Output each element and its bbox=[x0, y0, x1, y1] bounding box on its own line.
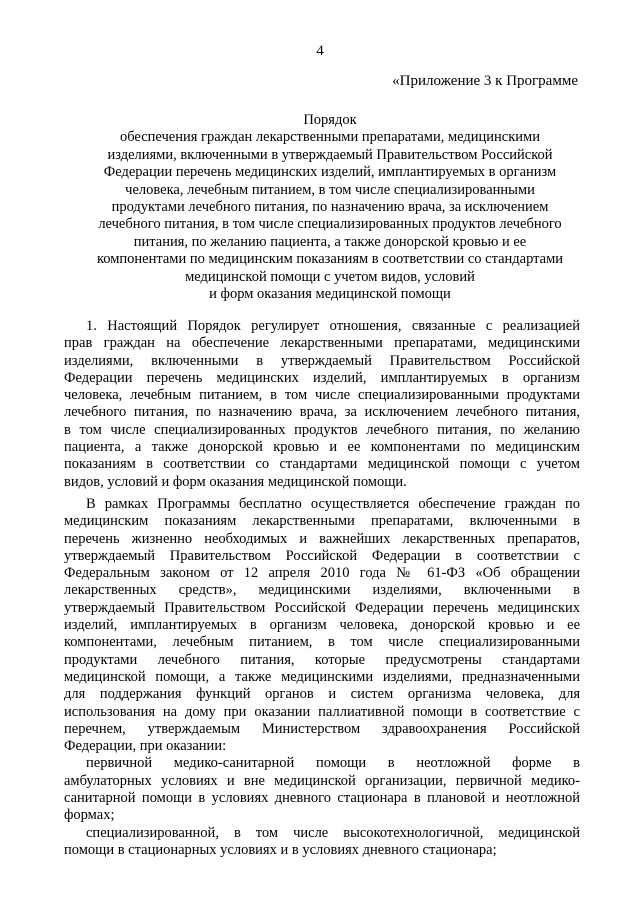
paragraph-line: медицинской помощи, а также медицинскими изделиями, предназначенными bbox=[64, 668, 580, 685]
paragraph-line: видов, условий и форм оказания медицинской помощи. bbox=[64, 473, 407, 490]
paragraph bbox=[64, 318, 580, 491]
paragraph-line: Федеральным законом от 12 апреля 2010 года № 61-ФЗ «Об обращении bbox=[64, 565, 580, 582]
title-line: компонентами по медицинским показаниям в соответствии со стандартами bbox=[96, 251, 564, 268]
title-line: и форм оказания медицинской помощи bbox=[209, 286, 451, 303]
page-number: 4 bbox=[316, 43, 324, 59]
paragraph-line: специализированной, в том числе высокотехнологичной, медицинской bbox=[86, 824, 580, 841]
paragraph-line: амбулаторных условиях и вне медицинской организации, первичной медико- bbox=[64, 772, 580, 789]
paragraph-line: использования на дому при оказании паллиативной помощи в соответствие с bbox=[64, 703, 580, 720]
paragraph-line: в том числе специализированных продуктов лечебного питания, по желанию bbox=[64, 421, 580, 438]
paragraph-line: В рамках Программы бесплатно осуществляется обеспечение граждан по bbox=[86, 495, 580, 512]
paragraph-line: лекарственных средств», медицинскими изделиями, включенными в bbox=[64, 582, 580, 599]
title-line: продуктами лечебного питания, по назначению врача, за исключением bbox=[111, 199, 549, 216]
paragraph-line: первичной медико-санитарной помощи в неотложной форме в bbox=[86, 755, 580, 772]
title-line: Федерации перечень медицинских изделий, имплантируемых в организм bbox=[103, 164, 557, 181]
paragraph-line: утверждаемый Правительством Российской Федерации в соответствии с bbox=[64, 547, 580, 564]
paragraph bbox=[64, 825, 580, 860]
paragraph-line: прав граждан на обеспечение лекарственными препаратами, медицинскими bbox=[64, 335, 580, 352]
paragraph-line: медицинским показаниям лекарственными препаратами, включенными в bbox=[64, 513, 580, 530]
paragraph-line: перечнем, утверждаемым Министерством здравоохранения Российской bbox=[64, 720, 580, 737]
title-line: человека, лечебным питанием, в том числе специализированными bbox=[125, 181, 535, 198]
paragraph-line: продуктами лечебного питания, которые предусмотрены стандартами bbox=[64, 651, 580, 668]
paragraph-line: пациента, а также донорской кровью и ее компонентами по медицинским bbox=[64, 439, 580, 456]
title-line: лечебного питания, в том числе специализированных продуктов лечебного bbox=[98, 216, 562, 233]
paragraph-line: человека, лечебным питанием, в том числе специализированными продуктами bbox=[64, 387, 580, 404]
title-line: изделиями, включенными в утверждаемый Правительством Российской bbox=[107, 146, 553, 163]
paragraph-line: компонентами, лечебным питанием, в том числе специализированными bbox=[64, 634, 580, 651]
appendix-label: «Приложение 3 к Программе bbox=[392, 73, 578, 89]
paragraph-line: Федерации перечень медицинских изделий, имплантируемых в организм bbox=[64, 369, 580, 386]
paragraph bbox=[64, 755, 580, 824]
document-title bbox=[70, 112, 590, 303]
paragraph bbox=[64, 496, 580, 755]
paragraph-line: 1. Настоящий Порядок регулирует отношения, связанные с реализацией bbox=[86, 318, 580, 334]
title-heading: Порядок bbox=[303, 112, 357, 128]
paragraph-line: перечень жизненно необходимых и важнейших лекарственных препаратов, bbox=[64, 530, 580, 547]
paragraph-line: помощи в стационарных условиях и в условиях дневного стационара; bbox=[64, 841, 497, 858]
paragraph-line: показаниям в соответствии со стандартами медицинской помощи с учетом bbox=[64, 456, 580, 473]
title-line: обеспечения граждан лекарственными препаратами, медицинскими bbox=[120, 129, 540, 146]
paragraph-line: санитарной помощи в условиях дневного стационара в плановой и неотложной bbox=[64, 790, 580, 807]
title-line: питания, по желанию пациента, а также донорской кровью и ее bbox=[133, 233, 527, 250]
paragraph-line: Федерации, при оказании: bbox=[64, 738, 227, 755]
paragraph-line: для поддержания функций органов и систем организма человека, для bbox=[64, 686, 580, 703]
document-body bbox=[64, 318, 580, 859]
paragraph-line: утверждаемый Правительством Российской Федерации перечень медицинских bbox=[64, 599, 580, 616]
paragraph-line: изделиями, включенными в утверждаемый Правительством Российской bbox=[64, 352, 580, 369]
paragraph-line: формах; bbox=[64, 807, 115, 824]
paragraph-line: лечебного питания, по назначению врача, за исключением лечебного питания, bbox=[64, 404, 580, 421]
title-line: медицинской помощи с учетом видов, условий bbox=[185, 268, 475, 285]
paragraph-line: изделий, имплантируемых в организм человека, донорской кровью и ее bbox=[64, 617, 580, 634]
